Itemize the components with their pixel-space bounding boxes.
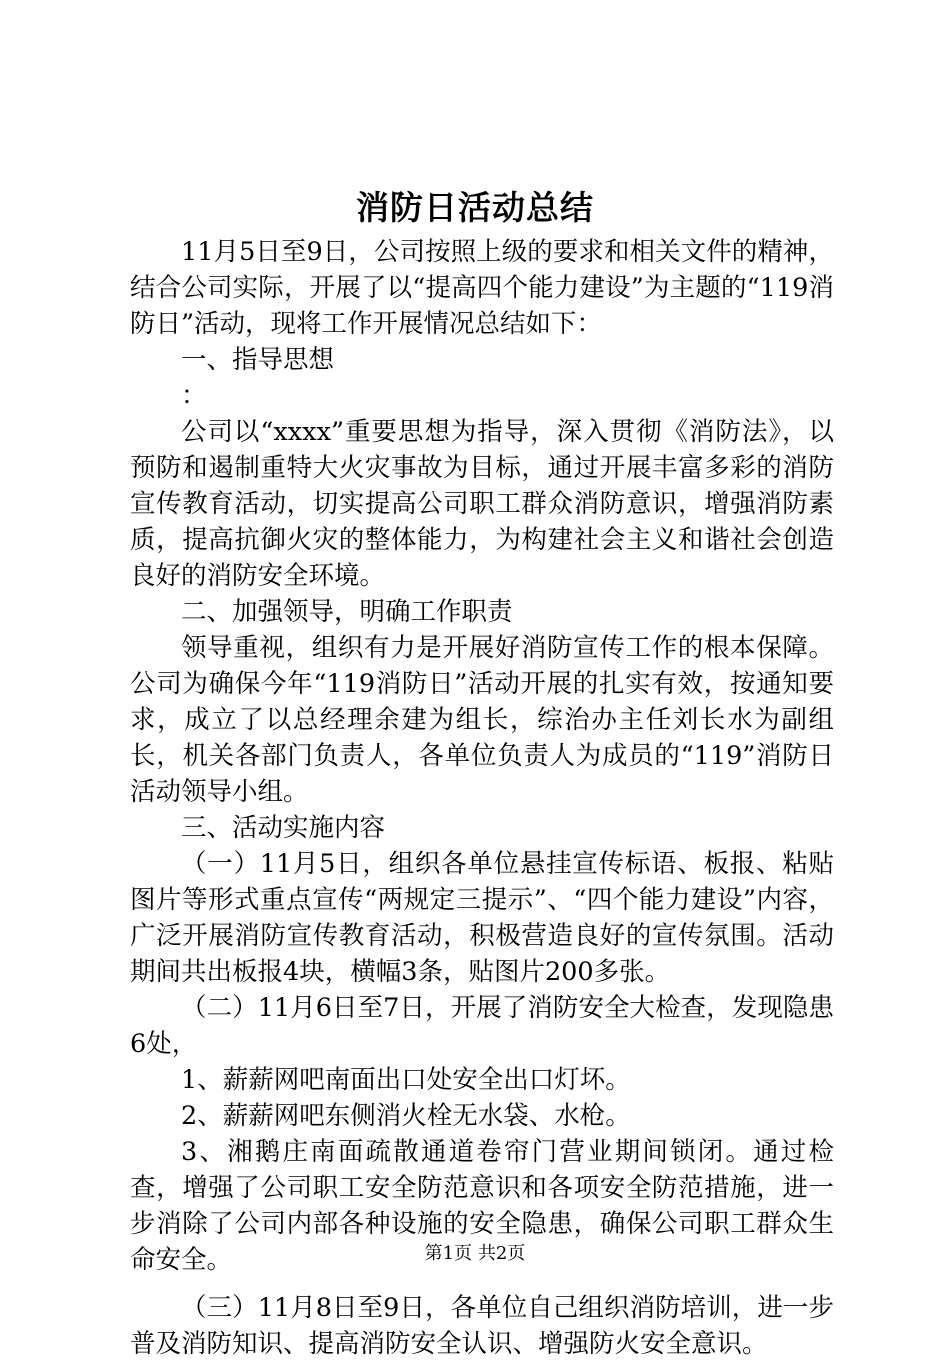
leadership-paragraph: 领导重视，组织有力是开展好消防宣传工作的根本保障。公司为确保今年“119消防日”活动开展的扎实有效，按通知要求，成立了以总经理余建为组长，综治办主任刘长水为副组长，机关各部门负责人，各单位负责人为成员的“119”消防日活动领导小组。 [130, 633, 834, 807]
document-title: 消防日活动总结 [356, 188, 594, 227]
hazard-item-3: 3、湘鹅庄南面疏散通道卷帘门营业期间锁闭。通过检查，增强了公司职工安全防范意识和各项安全防范措施，进一步消除了公司内部各种设施的安全隐患，确保公司职工群众生命安全。 [130, 1137, 834, 1275]
section-heading-activities: 三、活动实施内容 [181, 813, 386, 843]
document-body [130, 234, 834, 1362]
section-heading-guiding-ideology: 一、指导思想 [181, 345, 335, 375]
activity-item-3: （三）11月8日至9日，各单位自己组织消防培训，进一步普及消防知识、提高消防安全认识、增强防火安全意识。 [130, 1293, 834, 1359]
section-heading-leadership: 二、加强领导，明确工作职责 [181, 597, 513, 627]
guiding-ideology-paragraph: 公司以“xxxx”重要思想为指导，深入贯彻《消防法》，以预防和遏制重特大火灾事故为目标，通过开展丰富多彩的消防宣传教育活动，切实提高公司职工群众消防意识，增强消防素质，提高抗御火灾的整体能力，为构建社会主义和谐社会创造良好的消防安全环境。 [130, 417, 834, 591]
hazard-item-2: 2、薪薪网吧东侧消火栓无水袋、水枪。 [181, 1101, 631, 1131]
hazard-item-1: 1、薪薪网吧南面出口处安全出口灯坏。 [181, 1065, 631, 1095]
activity-item-1: （一）11月5日，组织各单位悬挂宣传标语、板报、粘贴图片等形式重点宣传“两规定三提示”、“四个能力建设”内容，广泛开展消防宣传教育活动，积极营造良好的宣传氛围。活动期间共出板报4块，横幅3条，贴图片200多张。 [130, 849, 834, 987]
intro-paragraph: 11月5日至9日，公司按照上级的要求和相关文件的精神，结合公司实际，开展了以“提高四个能力建设”为主题的“119消防日”活动，现将工作开展情况总结如下： [130, 237, 834, 339]
colon-line: ： [181, 381, 207, 411]
activity-item-2: （二）11月6日至7日，开展了消防安全大检查，发现隐患6处， [130, 993, 834, 1059]
page-footer: 第1页 共2页 [424, 1243, 526, 1264]
